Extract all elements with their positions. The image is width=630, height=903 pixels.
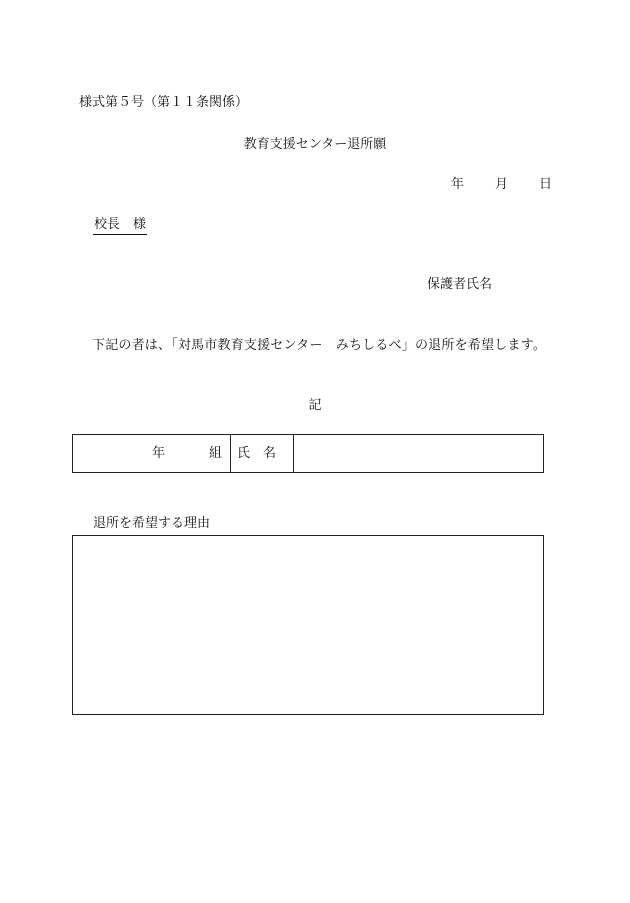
- body-text: 下記の者は、「対馬市教育支援センター みちしるべ」の退所を希望します。: [92, 338, 546, 353]
- student-info-table: [72, 434, 544, 473]
- reason-label: 退所を希望する理由: [93, 516, 211, 531]
- grade-class-cell[interactable]: [73, 435, 231, 472]
- document-title: 教育支援センター退所願: [243, 137, 387, 152]
- class-label: 組: [209, 446, 223, 461]
- addressee: 校長 様: [93, 217, 147, 235]
- grade-label: 年: [152, 446, 166, 461]
- guardian-name-label: 保護者氏名: [427, 277, 493, 292]
- name-label-cell: [231, 435, 294, 472]
- reason-field[interactable]: [72, 535, 544, 715]
- student-name-field[interactable]: [294, 435, 543, 472]
- date-month-label: 月: [495, 177, 509, 192]
- date-day-label: 日: [539, 177, 553, 192]
- form-number: 様式第５号（第１１条関係）: [79, 95, 249, 110]
- ki-label: 記: [308, 398, 322, 413]
- date-year-label: 年: [451, 177, 465, 192]
- name-label: 氏 名: [237, 446, 277, 461]
